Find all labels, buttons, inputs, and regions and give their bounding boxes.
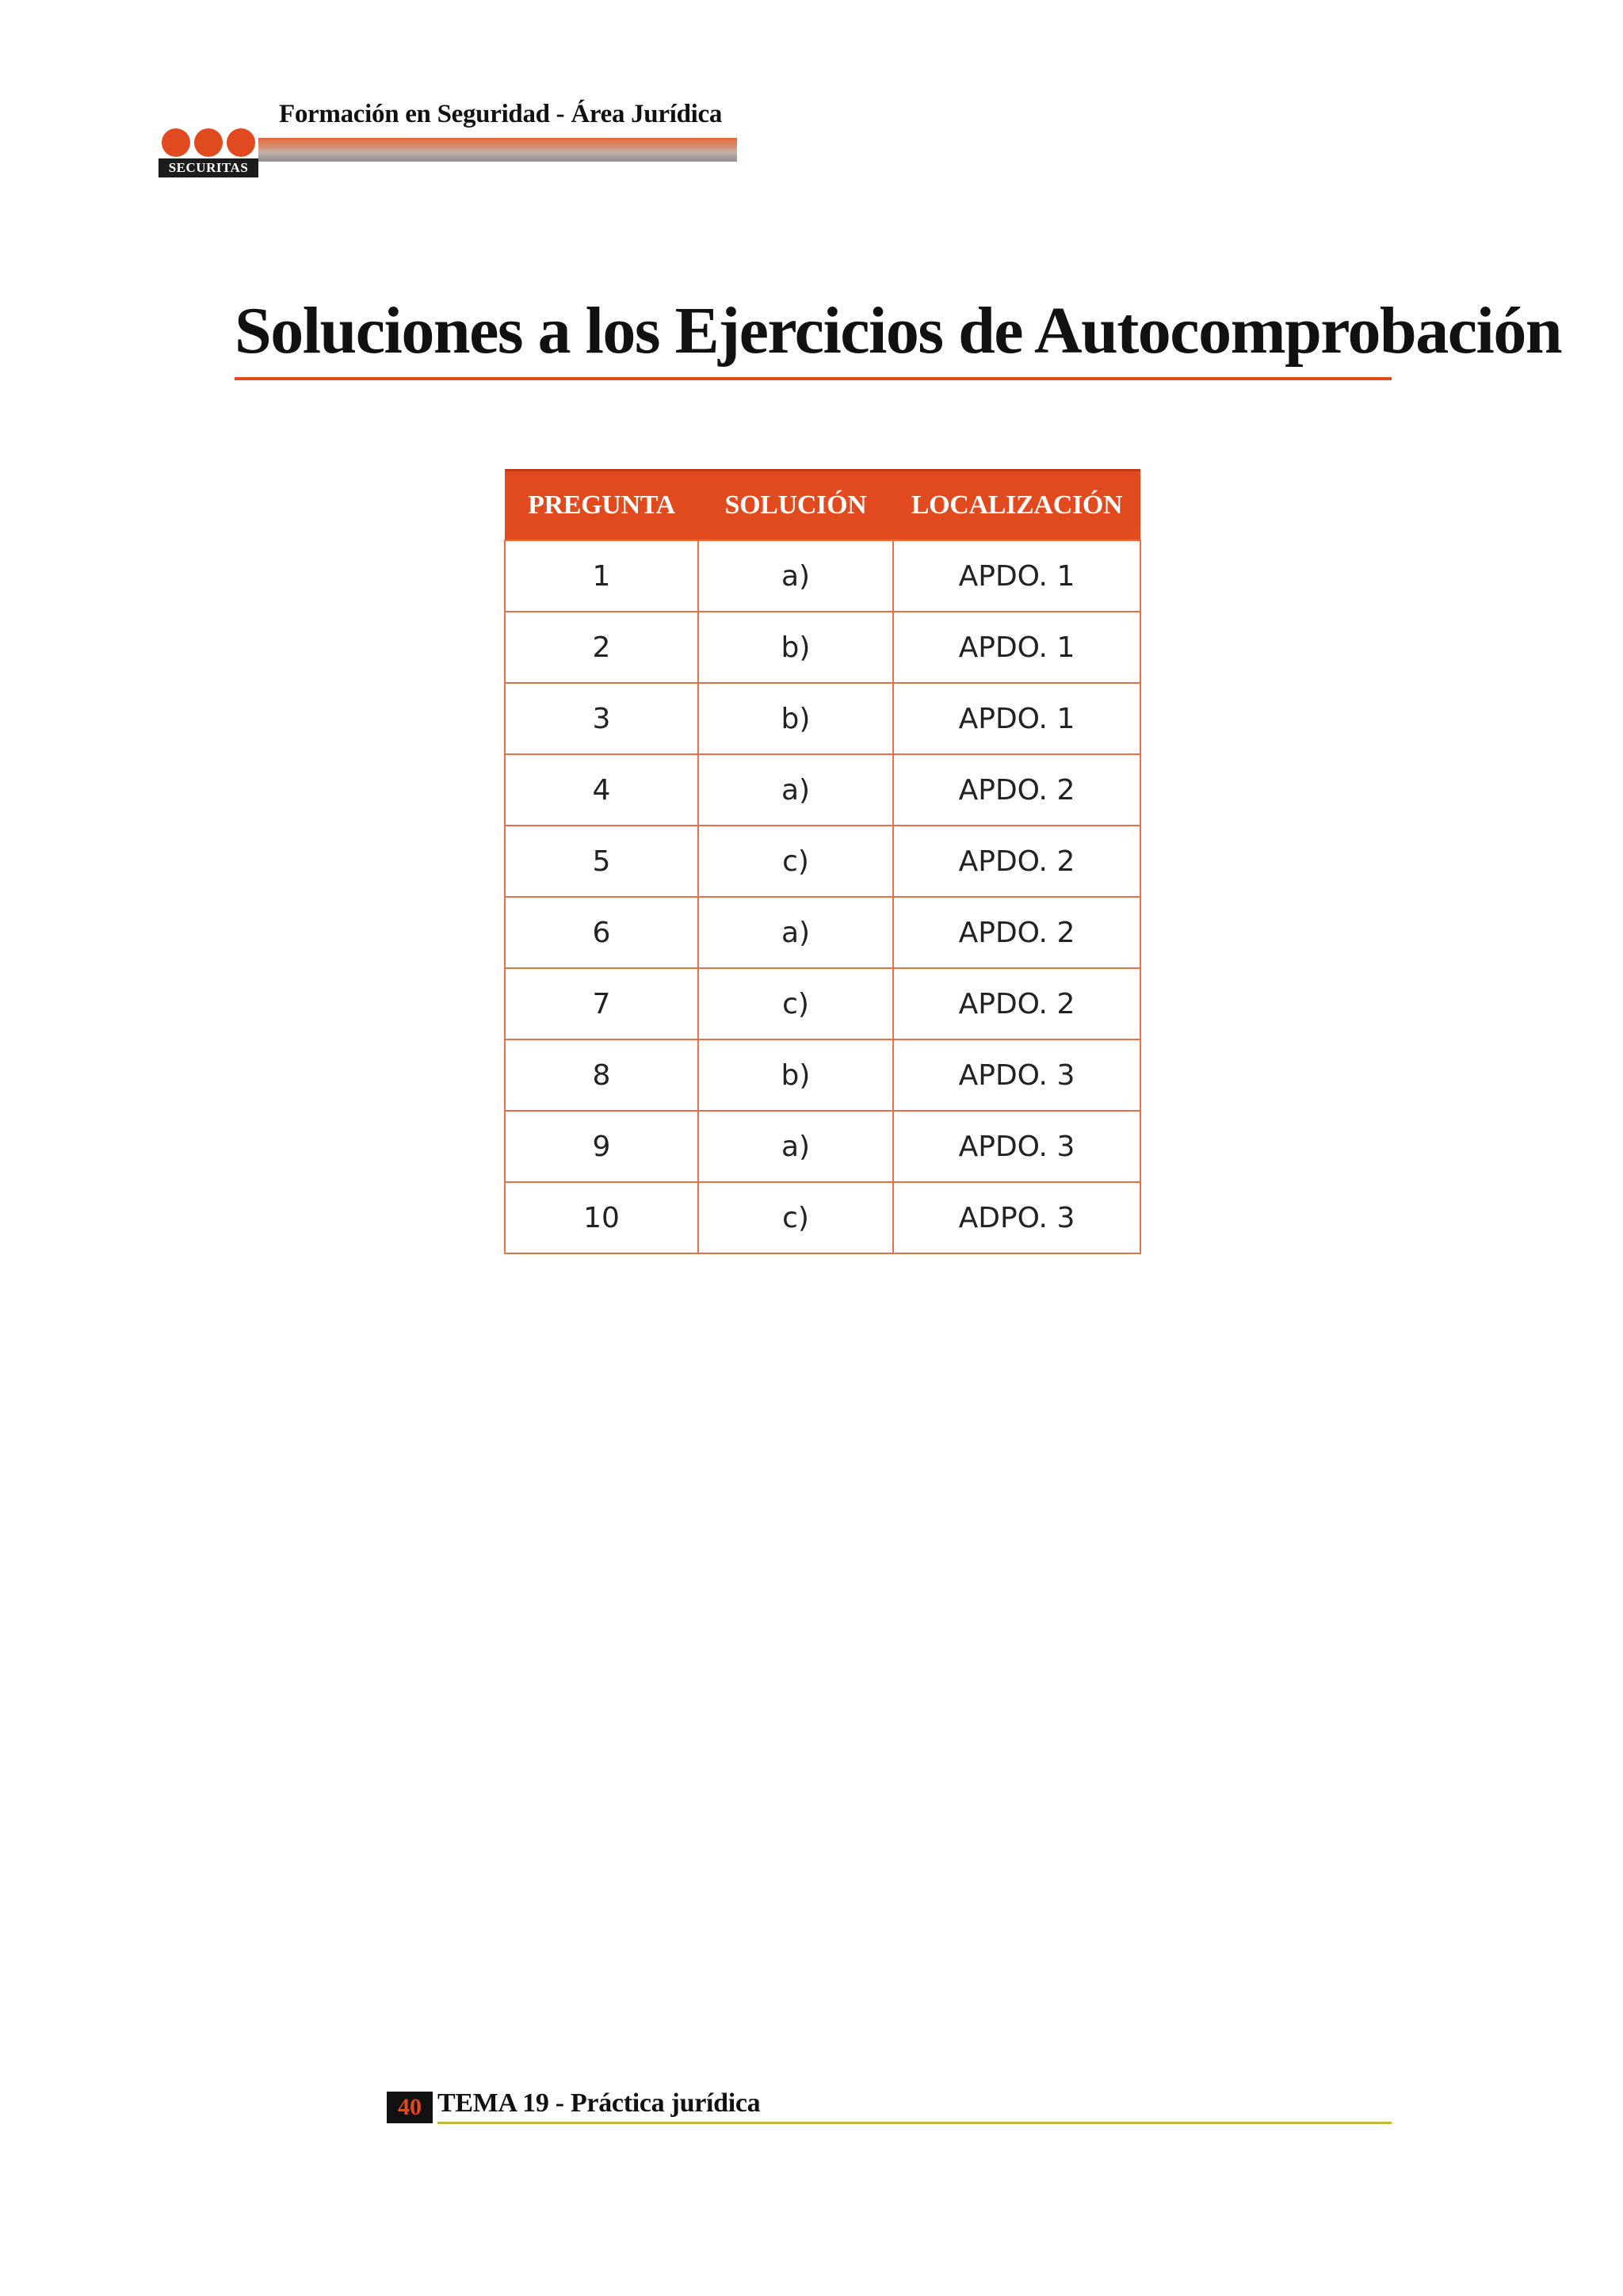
- footer-rule: [437, 2122, 1392, 2124]
- localizacion-cell: APDO. 1: [893, 540, 1140, 612]
- title-rule: [235, 377, 1392, 380]
- pregunta-cell: 10: [505, 1182, 698, 1253]
- table-row: [505, 1039, 1140, 1111]
- table-body: [505, 540, 1140, 1253]
- table-row: [505, 683, 1140, 754]
- table-row: [505, 968, 1140, 1039]
- solucion-cell: b): [698, 1039, 893, 1111]
- logo-text: SECURITAS: [158, 158, 258, 177]
- table-row: [505, 612, 1140, 683]
- table-row: [505, 754, 1140, 826]
- localizacion-cell: APDO. 2: [893, 826, 1140, 897]
- table-header-row: [505, 471, 1140, 541]
- solucion-cell: a): [698, 897, 893, 968]
- logo-dot-icon: [227, 128, 255, 157]
- solucion-cell: b): [698, 683, 893, 754]
- table-row: [505, 1182, 1140, 1253]
- table-row: [505, 540, 1140, 612]
- pregunta-cell: 6: [505, 897, 698, 968]
- localizacion-cell: APDO. 2: [893, 754, 1140, 826]
- localizacion-cell: APDO. 3: [893, 1111, 1140, 1182]
- localizacion-cell: APDO. 1: [893, 612, 1140, 683]
- pregunta-cell: 4: [505, 754, 698, 826]
- logo-dot-icon: [194, 128, 223, 157]
- localizacion-cell: APDO. 2: [893, 968, 1140, 1039]
- solucion-cell: a): [698, 754, 893, 826]
- pregunta-cell: 1: [505, 540, 698, 612]
- header-bar: [258, 138, 737, 162]
- header-title: Formación en Seguridad - Área Jurídica: [279, 100, 723, 128]
- table-row: [505, 1111, 1140, 1182]
- solutions-table: [504, 469, 1141, 1254]
- pregunta-cell: 2: [505, 612, 698, 683]
- localizacion-cell: APDO. 2: [893, 897, 1140, 968]
- pregunta-cell: 5: [505, 826, 698, 897]
- solucion-cell: c): [698, 826, 893, 897]
- localizacion-cell: APDO. 3: [893, 1039, 1140, 1111]
- pregunta-cell: 3: [505, 683, 698, 754]
- localizacion-cell: APDO. 1: [893, 683, 1140, 754]
- page-title: Soluciones a los Ejercicios de Autocomprobación: [235, 294, 1562, 368]
- securitas-logo: [158, 127, 258, 179]
- localizacion-cell: ADPO. 3: [893, 1182, 1140, 1253]
- solucion-cell: c): [698, 968, 893, 1039]
- column-header-solucion: SOLUCIÓN: [698, 471, 893, 541]
- column-header-pregunta: PREGUNTA: [505, 471, 698, 541]
- logo-dot-icon: [162, 128, 190, 157]
- pregunta-cell: 9: [505, 1111, 698, 1182]
- footer-title: TEMA 19 - Práctica jurídica: [437, 2088, 761, 2118]
- column-header-localizacion: LOCALIZACIÓN: [893, 471, 1140, 541]
- solucion-cell: a): [698, 540, 893, 612]
- logo-dots-icon: [162, 127, 255, 158]
- page-number: 40: [387, 2092, 433, 2123]
- pregunta-cell: 7: [505, 968, 698, 1039]
- solucion-cell: c): [698, 1182, 893, 1253]
- pregunta-cell: 8: [505, 1039, 698, 1111]
- table-row: [505, 897, 1140, 968]
- solucion-cell: b): [698, 612, 893, 683]
- solucion-cell: a): [698, 1111, 893, 1182]
- table-row: [505, 826, 1140, 897]
